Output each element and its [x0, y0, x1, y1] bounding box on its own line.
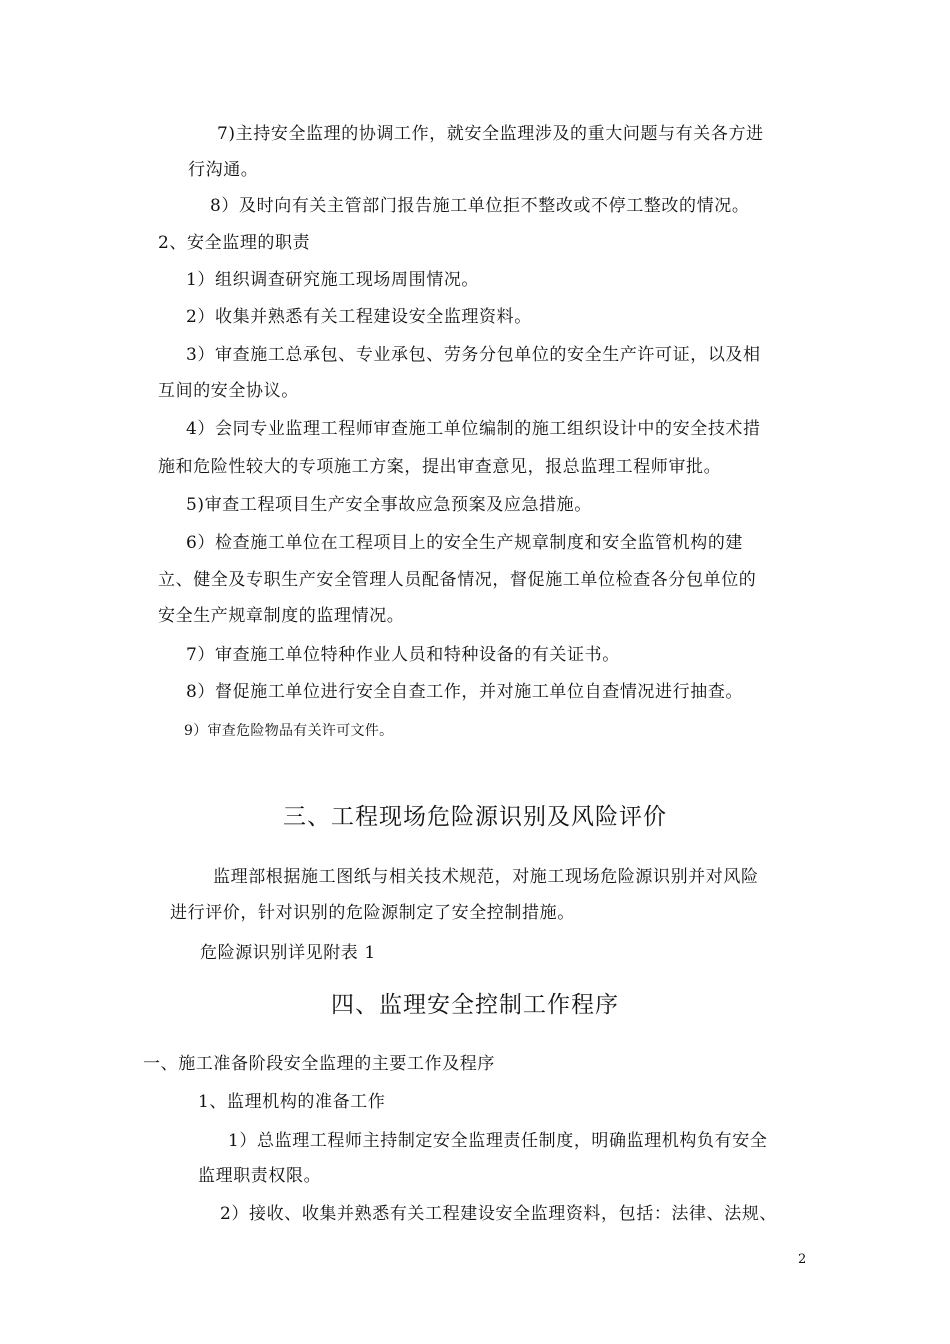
text-line: 施和危险性较大的专项施工方案，提出审查意见，报总监理工程师审批。	[158, 457, 722, 477]
text-line: 3）审查施工总承包、专业承包、劳务分包单位的安全生产许可证，以及相	[186, 345, 761, 365]
text-line: 1）组织调查研究施工现场周围情况。	[186, 270, 480, 290]
text-line: 进行评价，针对识别的危险源制定了安全控制措施。	[170, 903, 575, 923]
section-heading: 2、安全监理的职责	[158, 233, 311, 253]
chapter-heading: 四、监理安全控制工作程序	[331, 992, 619, 1018]
page-number: 2	[798, 1252, 807, 1267]
chapter-heading: 三、工程现场危险源识别及风险评价	[283, 804, 667, 830]
text-line: 9）审查危险物品有关许可文件。	[184, 723, 394, 739]
text-line: 7）审查施工单位特种作业人员和特种设备的有关证书。	[186, 645, 620, 665]
text-line: 8）督促施工单位进行安全自查工作，并对施工单位自查情况进行抽查。	[186, 682, 744, 702]
text-line: 8）及时向有关主管部门报告施工单位拒不整改或不停工整改的情况。	[210, 196, 750, 216]
text-line: 安全生产规章制度的监理情况。	[158, 606, 405, 626]
text-line: 行沟通。	[188, 160, 259, 180]
text-line: 监理职责权限。	[198, 1166, 322, 1186]
text-line: 危险源识别详见附表 1	[200, 943, 376, 963]
text-line: 互间的安全协议。	[158, 381, 299, 401]
text-line: 6）检查施工单位在工程项目上的安全生产规章制度和安全监管机构的建	[186, 533, 744, 553]
text-line: 7)主持安全监理的协调工作，就安全监理涉及的重大问题与有关各方进	[217, 124, 764, 144]
section-heading: 一、施工准备阶段安全监理的主要工作及程序	[143, 1054, 495, 1074]
text-line: 1）总监理工程师主持制定安全监理责任制度，明确监理机构负有安全	[228, 1131, 768, 1151]
text-line: 2）接收、收集并熟悉有关工程建设安全监理资料，包括：法律、法规、	[220, 1204, 778, 1224]
text-line: 监理部根据施工图纸与相关技术规范，对施工现场危险源识别并对风险	[213, 867, 759, 887]
text-line: 5)审查工程项目生产安全事故应急预案及应急措施。	[186, 495, 592, 515]
text-line: 2）收集并熟悉有关工程建设安全监理资料。	[186, 307, 532, 327]
text-line: 4）会同专业监理工程师审查施工单位编制的施工组织设计中的安全技术措	[186, 419, 761, 439]
section-heading: 1、监理机构的准备工作	[198, 1092, 386, 1112]
text-line: 立、健全及专职生产安全管理人员配备情况，督促施工单位检查各分包单位的	[158, 570, 757, 590]
